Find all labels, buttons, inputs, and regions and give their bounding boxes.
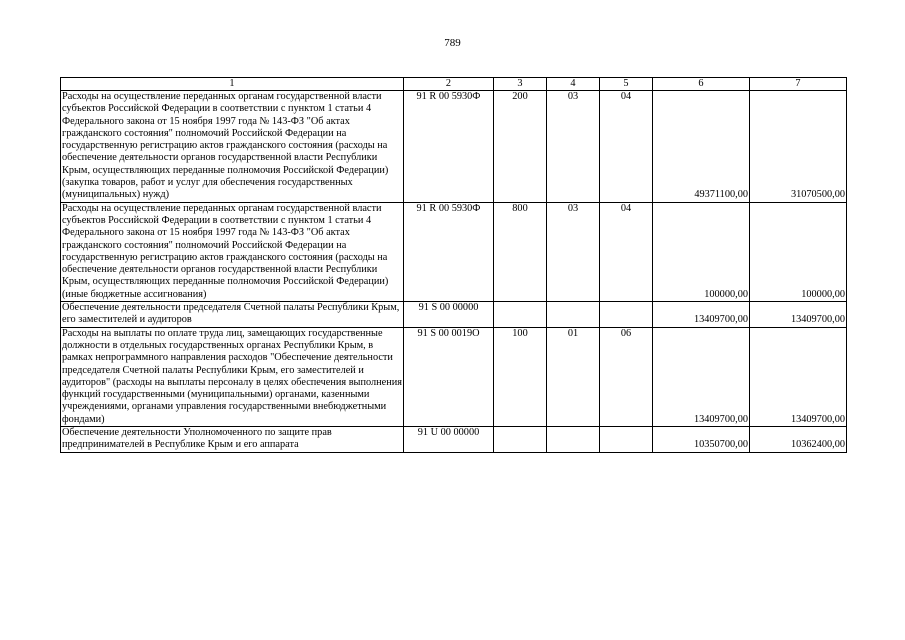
row-col5 [600,427,653,453]
row-code: 91 R 00 5930Ф [404,91,494,203]
row-amount-7: 10362400,00 [750,427,847,453]
row-code: 91 U 00 00000 [404,427,494,453]
header-cell-5: 5 [600,78,653,91]
row-col3 [494,302,547,328]
header-cell-7: 7 [750,78,847,91]
row-col5 [600,302,653,328]
table-row [61,327,847,426]
header-cell-1: 1 [61,78,404,91]
row-col4 [547,302,600,328]
row-col4 [547,427,600,453]
row-col4: 03 [547,91,600,203]
row-col5: 04 [600,202,653,301]
row-name: Обеспечение деятельности Уполномоченного по защите прав предпринимателей в Республике Крым и его аппарата [61,427,404,453]
row-name: Расходы на осуществление переданных органам государственной власти субъектов Российской Федерации в соответствии с пунктом 1 статьи 4 Федерального закона от 15 ноября 1997 года № 143-ФЗ "Об актах гражданского состояния" полномочий Российской Федерации на государственную регистрацию актов гражданского состояния (расходы на обеспечение деятельности органов государственной власти Республики Крым, осуществляющих переданные полномочия Российской Федерации) (закупка товаров, работ и услуг для обеспечения государственных (муниципальных) нужд) [61,91,404,203]
row-amount-6: 10350700,00 [653,427,750,453]
row-col3 [494,427,547,453]
row-amount-6: 100000,00 [653,202,750,301]
row-amount-6: 13409700,00 [653,327,750,426]
table-row [61,91,847,203]
row-amount-7: 100000,00 [750,202,847,301]
row-col4: 01 [547,327,600,426]
header-cell-6: 6 [653,78,750,91]
row-col3: 100 [494,327,547,426]
row-name: Расходы на выплаты по оплате труда лиц, замещающих государственные должности в отдельных государственных органах Республики Крым, в рамках непрограммного направления расходов "Обеспечение деятельности председателя Счетной палаты Республики Крым, его заместителей и аудиторов" (расходы на выплаты персоналу в целях обеспечения выполнения функций государственными (муниципальными) органами, казенными учреждениями, органами управления государственными внебюджетными фондами) [62,327,402,425]
row-amount-6: 13409700,00 [653,302,750,328]
table-row [61,302,847,328]
table-row [61,202,847,301]
row-name: Обеспечение деятельности председателя Счетной палаты Республики Крым, его заместителей и аудиторов [61,302,404,328]
row-amount-7: 31070500,00 [750,91,847,203]
row-code: 91 S 00 00000 [404,302,494,328]
row-col5: 04 [600,91,653,203]
header-cell-3: 3 [494,78,547,91]
table-row [61,427,847,453]
row-amount-6: 49371100,00 [653,91,750,203]
row-col3: 800 [494,202,547,301]
budget-table [60,77,847,453]
row-code: 91 R 00 5930Ф [404,202,494,301]
page-number: 789 [444,37,461,49]
row-amount-7: 13409700,00 [750,327,847,426]
row-code: 91 S 00 0019О [404,327,494,426]
header-cell-2: 2 [404,78,494,91]
row-name: Расходы на осуществление переданных органам государственной власти субъектов Российской Федерации в соответствии с пунктом 1 статьи 4 Федерального закона от 15 ноября 1997 года № 143-ФЗ "Об актах гражданского состояния" полномочий Российской Федерации на государственную регистрацию актов гражданского состояния (расходы на обеспечение деятельности органов государственной власти Республики Крым, осуществляющих переданные полномочия Российской Федерации) (иные бюджетные ассигнования) [61,202,404,301]
header-row [61,78,847,91]
header-cell-4: 4 [547,78,600,91]
row-amount-7: 13409700,00 [750,302,847,328]
row-col3: 200 [494,91,547,203]
row-col4: 03 [547,202,600,301]
row-col5: 06 [600,327,653,426]
